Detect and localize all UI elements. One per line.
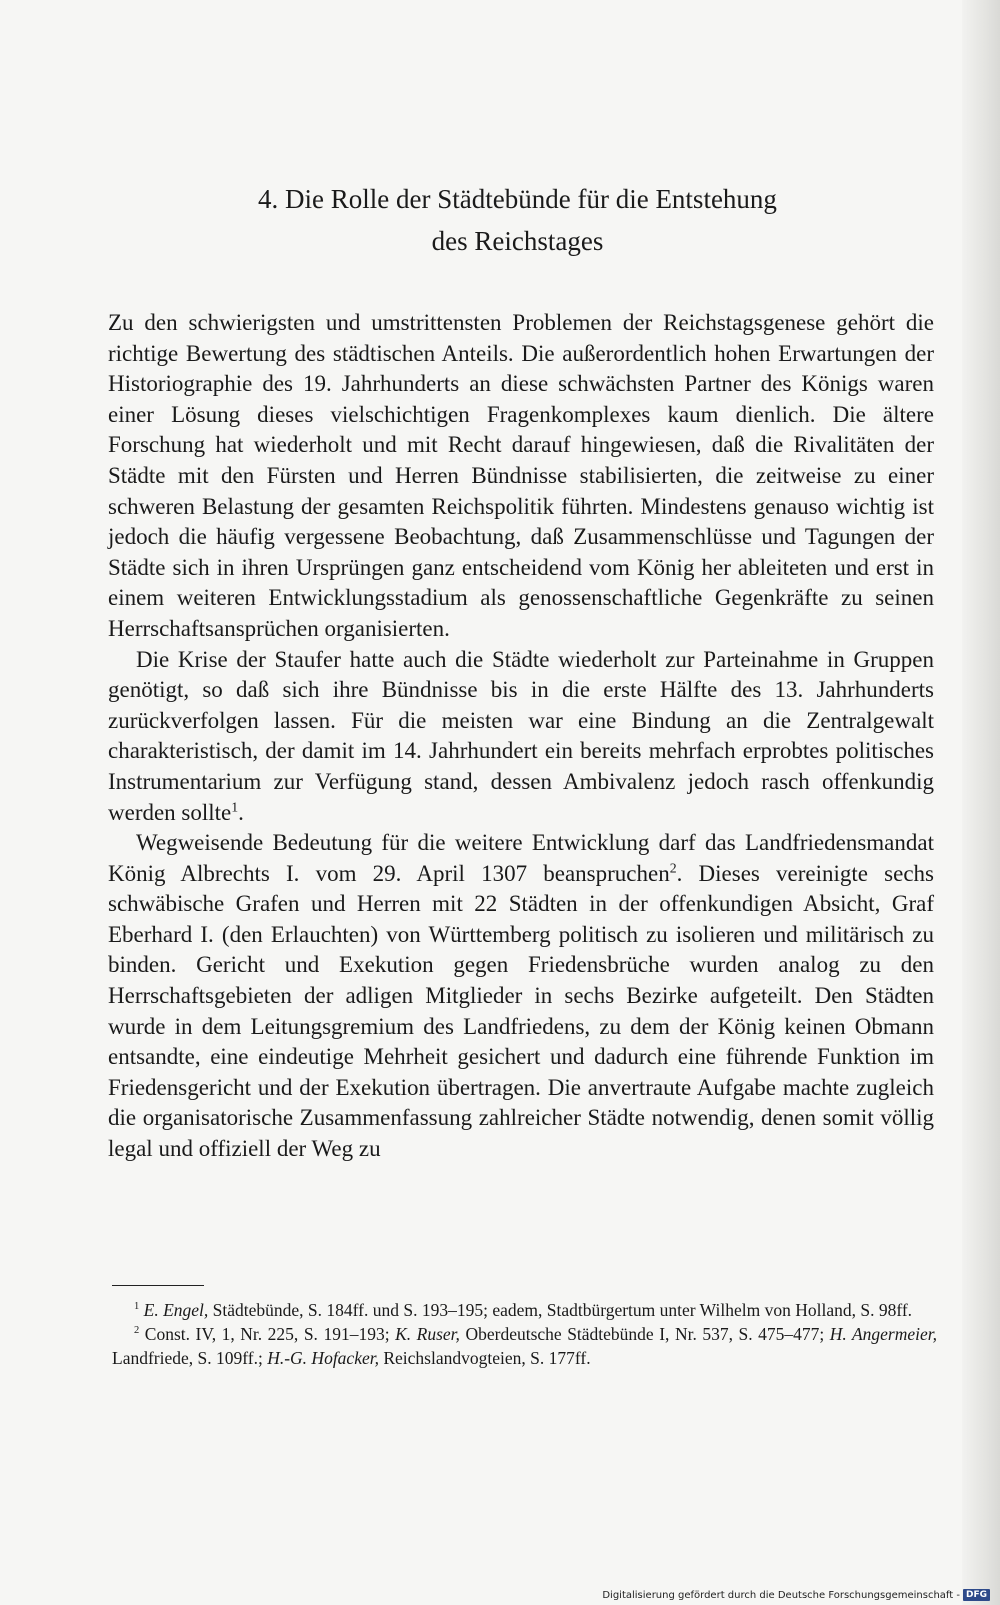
footnote-author: H. Angermeier, bbox=[829, 1324, 938, 1344]
footnote-author: H.-G. Hofacker, bbox=[267, 1348, 379, 1368]
body-text bbox=[108, 308, 934, 1165]
paragraph-1 bbox=[108, 308, 934, 645]
footnote-text: Oberdeutsche Städtebünde I, Nr. 537, S. 475–477; bbox=[459, 1324, 830, 1344]
paragraph-2 bbox=[108, 645, 934, 829]
footnotes bbox=[112, 1298, 937, 1370]
digitization-credit bbox=[602, 1589, 990, 1601]
paragraph-3-text: Wegweisende Bedeutung für die weitere Entwicklung darf das Landfriedensmandat König Albrechts I. vom 29. April 1307 beanspruchen bbox=[108, 830, 934, 886]
dfg-logo: DFG bbox=[963, 1589, 990, 1601]
paragraph-2-end: . bbox=[238, 799, 244, 825]
heading-line-1: 4. Die Rolle der Städtebünde für die Entstehung bbox=[258, 184, 777, 214]
chapter-heading bbox=[105, 178, 930, 262]
footnote-divider bbox=[112, 1285, 204, 1286]
footnote-text: Reichslandvogteien, S. 177ff. bbox=[378, 1348, 591, 1368]
footnote-ref-2[interactable]: 2 bbox=[669, 860, 677, 876]
footnote-1 bbox=[112, 1298, 937, 1322]
paragraph-3 bbox=[108, 828, 934, 1165]
paragraph-2-text: Die Krise der Staufer hatte auch die Städte wiederholt zur Parteinahme in Gruppen genötigt, so daß sich ihre Bündnisse bis in die erste Hälfte des 13. Jahrhunderts zurückverfolgen lassen. Für die meisten war eine Bindung an die Zentralgewalt charakteristisch, der damit im 14. Jahrhundert ein bereits mehrfach erprobtes politisches Instrumentarium zur Verfügung stand, dessen Ambivalenz jedoch rasch offenkundig werden sollte bbox=[108, 646, 934, 825]
paragraph-1-text: Zu den schwierigsten und umstrittensten Problemen der Reichstagsgenese gehört die richtige Bewertung des städtischen Anteils. Die außerordentlich hohen Erwartungen der Historiographie des 19. Jahrhunderts an diese schwächsten Partner des Königs waren einer Lösung dieses vielschichtigen Fragenkomplexes kaum dienlich. Die ältere Forschung hat wiederholt und mit Recht darauf hingewiesen, daß die Rivalitäten der Städte mit den Fürsten und Herren Bündnisse stabilisierten, die zeitweise zu einer schweren Belastung der gesamten Reichspolitik führten. Mindestens genauso wichtig ist jedoch die häufig vergessene Beobachtung, daß Zusammenschlüsse und Tagungen der Städte sich in ihren Ursprüngen ganz entscheidend vom König her ableiteten und erst in einem weiteren Entwicklungsstadium als genossenschaftliche Gegenkräfte zu seinen Herrschaftsansprüchen organisierten. bbox=[108, 310, 934, 641]
heading-line-2: des Reichstages bbox=[431, 226, 604, 256]
footnote-text: Städtebünde, S. 184ff. und S. 193–195; eadem, Stadtbürgertum unter Wilhelm von Holland, S. 98ff. bbox=[208, 1300, 913, 1320]
footnote-mark: 2 bbox=[134, 1325, 140, 1337]
footnote-text: Landfriede, S. 109ff.; bbox=[112, 1348, 268, 1368]
paragraph-3-rest: . Dieses vereinigte sechs schwäbische Grafen und Herren mit 22 Städten in der offenkundigen Absicht, Graf Eberhard I. (den Erlauchten) von Württemberg politisch zu isolieren und militärisch zu binden. Gericht und Exekution gegen Friedensbrüche wurden analog zu den Herrschaftsgebieten der adligen Mitglieder in sechs Bezirke aufgeteilt. Den Städten wurde in dem Leitungsgremium des Landfriedens, zu dem der König keinen Obmann entsandte, eine eindeutige Mehrheit gesichert und dadurch eine führende Funktion im Friedensgericht und der Exekution übertragen. Die anvertraute Aufgabe machte zugleich die organisatorische Zusammenfassung zahlreicher Städte notwendig, denen somit völlig legal und offiziell der Weg zu bbox=[108, 860, 934, 1162]
footnote-ref-1[interactable]: 1 bbox=[231, 798, 239, 814]
footnote-text: Const. IV, 1, Nr. 225, S. 191–193; bbox=[144, 1324, 396, 1344]
footnote-mark: 1 bbox=[134, 1301, 140, 1313]
footnote-author: E. Engel, bbox=[143, 1300, 209, 1320]
page-gutter-shadow bbox=[962, 0, 1000, 1605]
credit-text: Digitalisierung gefördert durch die Deutsche Forschungsgemeinschaft - bbox=[602, 1589, 960, 1601]
footnote-2 bbox=[112, 1322, 937, 1370]
footnote-author: K. Ruser, bbox=[395, 1324, 460, 1344]
